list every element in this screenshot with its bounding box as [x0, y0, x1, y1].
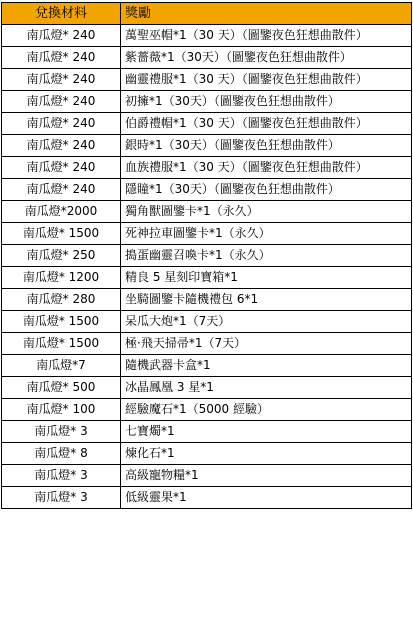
material-cell: 南瓜燈* 3: [2, 487, 121, 509]
reward-cell: 坐騎圖鑒卡隨機禮包 6*1: [121, 289, 412, 311]
material-cell: 南瓜燈* 240: [2, 91, 121, 113]
reward-cell: 搗蛋幽靈召喚卡*1（永久）: [121, 245, 412, 267]
table-row: [2, 69, 412, 91]
material-cell: 南瓜燈* 250: [2, 245, 121, 267]
reward-cell: 七寶燭*1: [121, 421, 412, 443]
table-row: [2, 421, 412, 443]
table-row: [2, 201, 412, 223]
material-cell: 南瓜燈* 240: [2, 157, 121, 179]
material-cell: 南瓜燈* 240: [2, 25, 121, 47]
reward-cell: 極·飛天掃帚*1（7天）: [121, 333, 412, 355]
header-material: 兌換材料: [2, 3, 121, 25]
reward-cell: 伯爵禮帽*1（30 天）（圖鑒夜色狂想曲散件）: [121, 113, 412, 135]
table-row: [2, 399, 412, 421]
reward-cell: 呆瓜大炮*1（7天）: [121, 311, 412, 333]
table-row: [2, 91, 412, 113]
table-row: [2, 135, 412, 157]
table-row: [2, 311, 412, 333]
material-cell: 南瓜燈* 1500: [2, 311, 121, 333]
reward-cell: 低級靈果*1: [121, 487, 412, 509]
reward-cell: 萬聖巫帽*1（30 天）（圖鑒夜色狂想曲散件）: [121, 25, 412, 47]
reward-cell: 紫薔薇*1（30天）（圖鑒夜色狂想曲散件）: [121, 47, 412, 69]
table-row: [2, 267, 412, 289]
table-row: [2, 289, 412, 311]
material-cell: 南瓜燈* 240: [2, 135, 121, 157]
table-row: [2, 377, 412, 399]
material-cell: 南瓜燈*7: [2, 355, 121, 377]
material-cell: 南瓜燈* 240: [2, 113, 121, 135]
reward-cell: 經驗魔石*1（5000 經驗）: [121, 399, 412, 421]
reward-cell: 初擁*1（30天）（圖鑒夜色狂想曲散件）: [121, 91, 412, 113]
material-cell: 南瓜燈* 280: [2, 289, 121, 311]
table-row: [2, 223, 412, 245]
reward-cell: 煉化石*1: [121, 443, 412, 465]
table-row: [2, 333, 412, 355]
material-cell: 南瓜燈* 240: [2, 179, 121, 201]
material-cell: 南瓜燈* 3: [2, 465, 121, 487]
reward-cell: 冰晶鳳凰 3 星*1: [121, 377, 412, 399]
reward-cell: 死神拉車圖鑒卡*1（永久）: [121, 223, 412, 245]
table-row: [2, 465, 412, 487]
reward-cell: 精良 5 星刻印寶箱*1: [121, 267, 412, 289]
table-row: [2, 157, 412, 179]
exchange-table: [1, 2, 412, 509]
material-cell: 南瓜燈* 1500: [2, 223, 121, 245]
reward-cell: 隨機武器卡盒*1: [121, 355, 412, 377]
table-row: [2, 47, 412, 69]
reward-cell: 血族禮服*1（30 天）（圖鑒夜色狂想曲散件）: [121, 157, 412, 179]
table-row: [2, 25, 412, 47]
material-cell: 南瓜燈* 1500: [2, 333, 121, 355]
reward-cell: 銀時*1（30天）（圖鑒夜色狂想曲散件）: [121, 135, 412, 157]
table-row: [2, 487, 412, 509]
header-row: [2, 3, 412, 25]
reward-cell: 幽靈禮服*1（30 天）（圖鑒夜色狂想曲散件）: [121, 69, 412, 91]
table-body: [2, 25, 412, 509]
table-row: [2, 179, 412, 201]
material-cell: 南瓜燈*2000: [2, 201, 121, 223]
reward-cell: 獨角獸圖鑒卡*1（永久）: [121, 201, 412, 223]
table-row: [2, 245, 412, 267]
material-cell: 南瓜燈* 8: [2, 443, 121, 465]
material-cell: 南瓜燈* 240: [2, 47, 121, 69]
material-cell: 南瓜燈* 1200: [2, 267, 121, 289]
table-row: [2, 113, 412, 135]
reward-cell: 高級寵物糧*1: [121, 465, 412, 487]
reward-cell: 隱瞳*1（30天）（圖鑒夜色狂想曲散件）: [121, 179, 412, 201]
material-cell: 南瓜燈* 500: [2, 377, 121, 399]
material-cell: 南瓜燈* 3: [2, 421, 121, 443]
table-row: [2, 355, 412, 377]
material-cell: 南瓜燈* 100: [2, 399, 121, 421]
material-cell: 南瓜燈* 240: [2, 69, 121, 91]
table-row: [2, 443, 412, 465]
header-reward: 獎勵: [121, 3, 412, 25]
